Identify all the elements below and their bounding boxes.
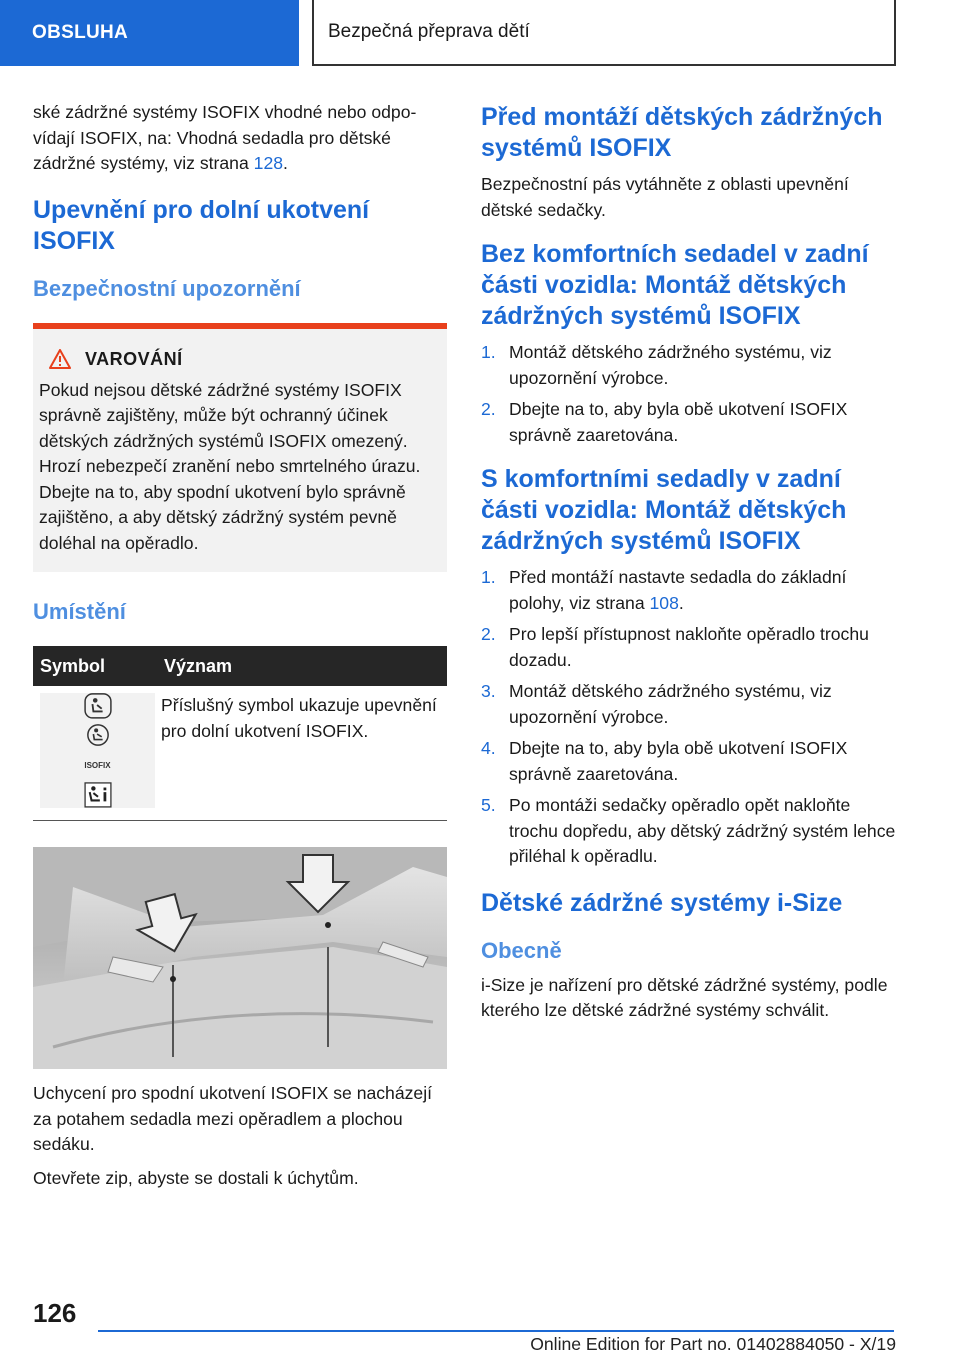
col-symbol: Symbol xyxy=(33,646,157,686)
heading-upevneni: Upevnění pro dolní ukotvení ISOFIX xyxy=(33,195,370,255)
s-steps xyxy=(481,565,896,870)
isize-paragraph: i-Size je nařízení pro dětské zádržné systémy, podle kterého lze dětské zádržné systémy schválit. xyxy=(481,974,888,1020)
step-text xyxy=(509,565,896,616)
heading-isize: Dětské zádržné systémy i-Size xyxy=(481,888,843,917)
list-item xyxy=(481,793,896,870)
list-item xyxy=(481,340,896,391)
heading-bezpecnostni: Bezpečnostní upozornění xyxy=(33,275,301,301)
intro-end: . xyxy=(283,153,288,173)
chapter-title-text: Bezpečná přeprava dětí xyxy=(328,21,530,42)
intro-text: ské zádržné systémy ISOFIX vhodné nebo odpovídají ISOFIX, na: Vhodná sedadla pro dětské zádržné systémy, viz strana xyxy=(33,102,417,173)
heading-obecne: Obecně xyxy=(481,937,562,963)
step-text: Po montáži sedačky opěradlo opět nakloňte trochu dopředu, aby dětský zádržný systém lehce přiléhal k opěradlu. xyxy=(509,795,896,866)
warning-triangle-icon xyxy=(49,349,71,369)
list-item xyxy=(481,565,896,616)
step-number: 2. xyxy=(481,399,496,419)
pred-paragraph: Bezpečnostní pás vytáhněte z oblasti upevnění dětské sedačky. xyxy=(481,174,849,220)
warning-box xyxy=(33,323,447,573)
step-number: 2. xyxy=(481,624,496,644)
right-column xyxy=(481,100,896,1024)
table-header-row xyxy=(33,646,447,686)
page-link-108[interactable]: 108 xyxy=(649,592,679,613)
step-1-end: . xyxy=(678,592,684,613)
step-number: 1. xyxy=(481,567,496,587)
step-number: 5. xyxy=(481,795,496,815)
step-text: Montáž dětského zádržného systému, viz upozornění výrobce. xyxy=(509,681,832,727)
symbol-cell xyxy=(33,686,157,821)
list-item xyxy=(481,622,896,673)
left-column xyxy=(33,100,447,1191)
section-tab[interactable] xyxy=(0,0,299,66)
symbol-table xyxy=(33,646,447,821)
warning-title: VAROVÁNÍ xyxy=(85,348,183,369)
isofix-info-icon xyxy=(83,782,113,808)
isofix-seat-photo xyxy=(33,847,447,1069)
caption-zip: Otevřete zip, abyste se dostali k úchytům. xyxy=(33,1167,359,1188)
page-number: 126 xyxy=(33,1298,77,1328)
intro-paragraph xyxy=(33,100,447,177)
heading-s: S komfortními sedadly v zadní části vozidla: Montáž dětských zádržných systémů ISOFIX xyxy=(481,465,847,555)
heading-pred: Před montáží dětských zádržných systémů ISOFIX xyxy=(481,103,883,162)
description-cell: Příslušný symbol ukazuje upevnění pro dolní ukotvení ISOFIX. xyxy=(157,686,447,821)
page-link-128[interactable]: 128 xyxy=(253,153,284,173)
section-label: OBSLUHA xyxy=(32,22,129,43)
child-seat-icon xyxy=(83,693,113,719)
step-text: Pro lepší přístupnost nakloňte opěradlo trochu dozadu. xyxy=(509,624,869,670)
isofix-symbols xyxy=(40,693,155,808)
list-item xyxy=(481,397,896,448)
edition-label: Online Edition for Part no. 01402884050 - X/19 xyxy=(530,1334,896,1354)
step-number: 4. xyxy=(481,738,496,758)
step-text: Dbejte na to, aby byla obě ukotvení ISOFIX správně zaaretována. xyxy=(509,738,848,784)
child-seat-isofix-icon xyxy=(83,723,113,749)
heading-umisteni: Umístění xyxy=(33,599,126,624)
step-text: Montáž dětského zádržného systému, viz upozornění výrobce. xyxy=(509,342,832,388)
chapter-title xyxy=(312,0,896,66)
table-row xyxy=(33,686,447,821)
list-item xyxy=(481,679,896,730)
heading-bez: Bez komfortních sedadel v zadní části vozidla: Montáž dětských zádržných systémů ISOFIX xyxy=(481,240,869,330)
footer-rule xyxy=(98,1330,894,1332)
step-text: Dbejte na to, aby byla obě ukotvení ISOFIX správně zaaretována. xyxy=(509,399,848,445)
list-item xyxy=(481,736,896,787)
isofix-label: ISOFIX xyxy=(84,760,111,770)
col-vyznam: Význam xyxy=(157,646,447,686)
bez-steps xyxy=(481,340,896,448)
warning-header xyxy=(49,349,439,370)
warning-text: Pokud nejsou dětské zádržné systémy ISOFIX správně zajištěny, může být ochranný účinek dětských zádržných systémů ISOFIX omezený. Hrozí nebezpečí zranění nebo smrtelného úrazu. Dbejte na to, aby spodní ukotvení bylo správně zajištěno, a aby dětský zádržný systém pevně doléhal na opěradlo. xyxy=(39,379,421,553)
step-number: 1. xyxy=(481,342,496,362)
step-1-text: Před montáží nastavte sedadla do základní polohy, viz strana xyxy=(509,567,847,613)
step-number: 3. xyxy=(481,681,496,701)
caption-location: Uchycení pro spodní ukotvení ISOFIX se nacházejí za potahem sedadla mezi opěradlem a plochou sedáku. xyxy=(33,1083,433,1154)
